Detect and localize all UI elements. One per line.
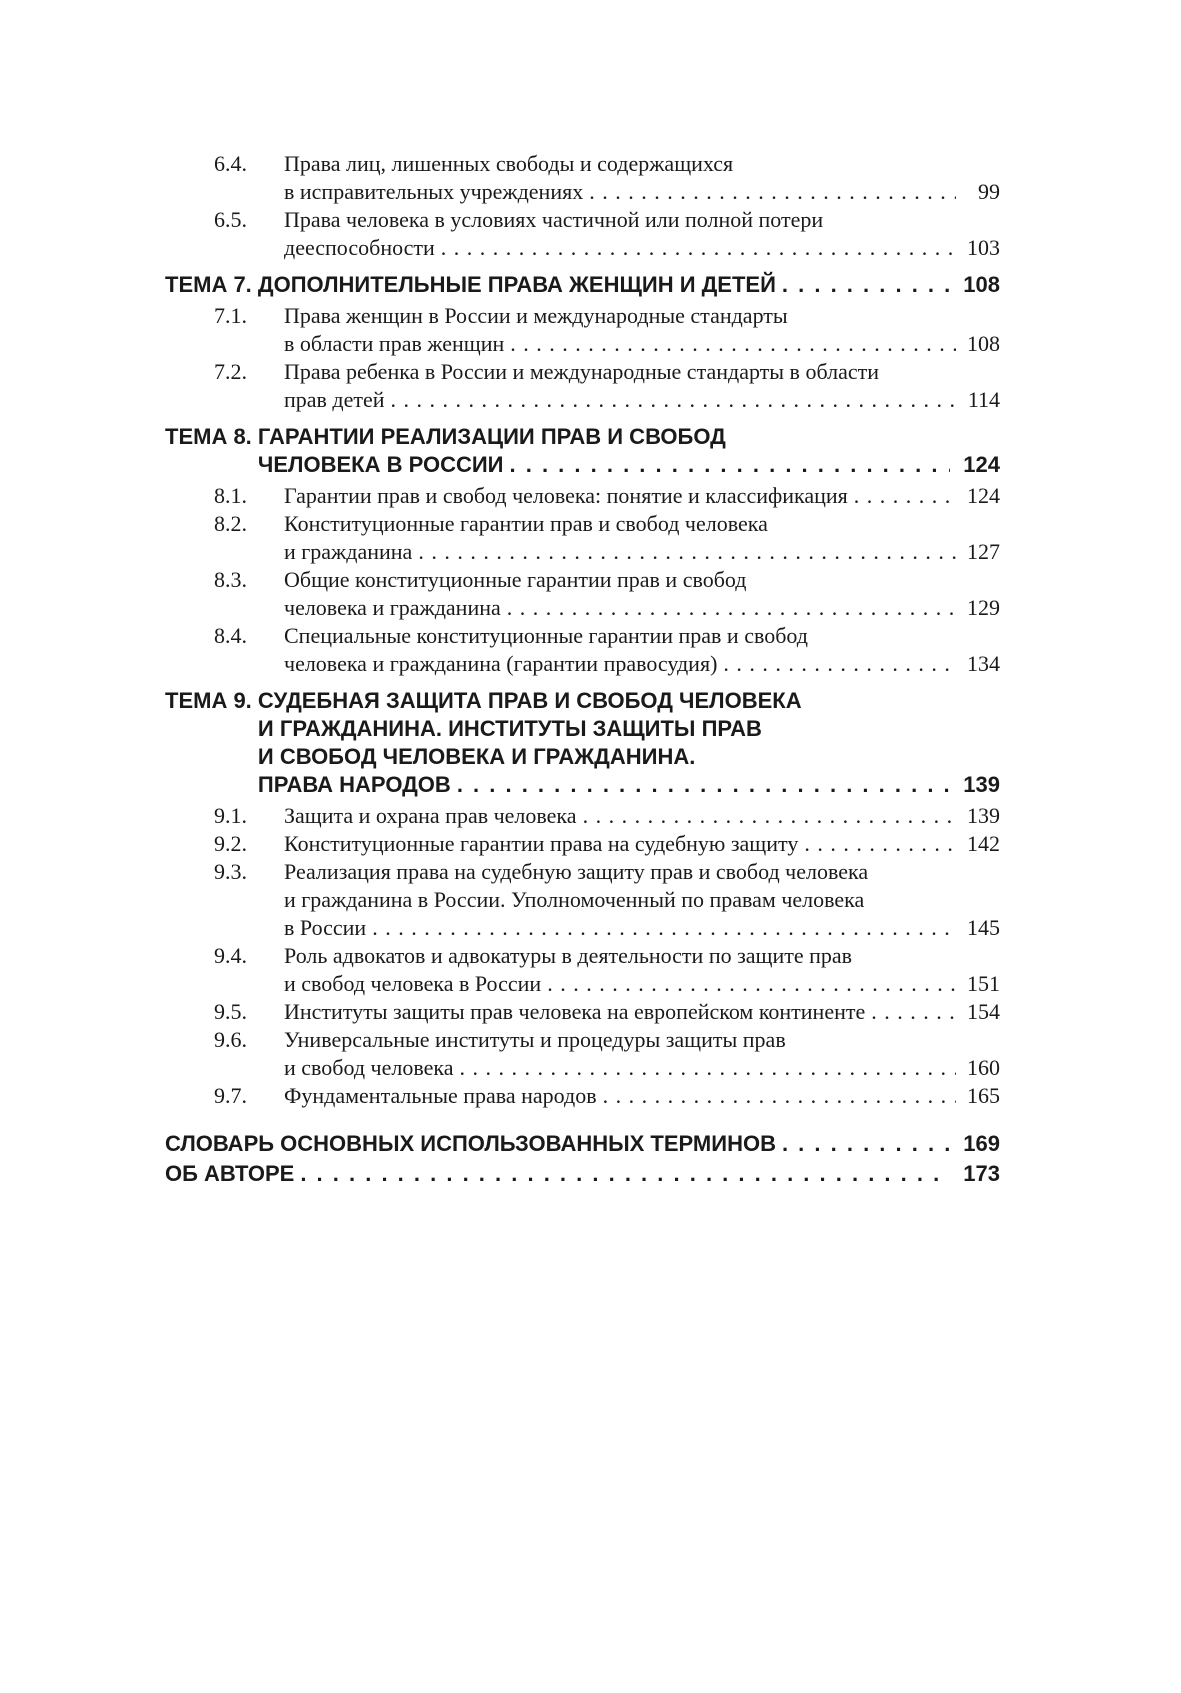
entry-number: 8.2. [214,511,247,536]
chapter-label: ТЕМА 8. [165,424,252,449]
entry-number: 9.2. [214,831,247,856]
entry-title-line: и гражданина в России. Уполномоченный по правам человека [284,887,865,912]
toc-entry-9-7[interactable] [165,1082,1000,1110]
entry-title-line: Права лиц, лишенных свободы и содержащихся [284,151,734,176]
dot-leader [391,386,956,414]
entry-title-line: в России [284,915,367,940]
toc-chapter-8[interactable] [165,423,1000,479]
dot-leader [507,594,956,622]
entry-number: 8.3. [214,567,247,592]
chapter-label: ТЕМА 7. [165,272,252,297]
dot-leader [441,234,956,262]
page-number: 124 [963,452,1000,477]
entry-number: 9.7. [214,1083,247,1108]
entry-title-line: и гражданина [284,539,413,564]
entry-number: 6.4. [214,151,247,176]
entry-title-line: Защита и охрана прав человека [284,803,577,828]
page-number: 108 [963,272,1000,297]
entry-title-line: Роль адвокатов и адвокатуры в деятельности по защите прав [284,943,853,968]
entry-number: 9.1. [214,803,247,828]
entry-title-line: дееспособности [284,235,435,260]
toc-glossary[interactable] [165,1130,1000,1158]
entry-number: 8.4. [214,623,247,648]
dot-leader [871,998,956,1026]
toc-entry-9-5[interactable] [165,998,1000,1026]
page-number: 108 [967,331,1000,356]
toc-entry-9-3[interactable] [165,858,1000,942]
entry-title-line: в исправительных учреждениях [284,179,584,204]
table-of-contents [165,150,1000,1188]
entry-title-line: Фундаментальные права народов [284,1083,597,1108]
toc-entry-6-5[interactable] [165,206,1000,262]
chapter-title-line: И ГРАЖДАНИНА. ИНСТИТУТЫ ЗАЩИТЫ ПРАВ [257,716,762,741]
dot-leader [804,830,956,858]
dot-leader [723,650,956,678]
page-number: 134 [967,651,1000,676]
entry-number: 7.2. [214,359,247,384]
entry-title-line: Права ребенка в России и международные стандарты в области [284,359,879,384]
entry-title-line: Конституционные гарантии права на судебную защиту [284,831,799,856]
page-number: 99 [978,179,1000,204]
entry-number: 9.3. [214,859,247,884]
page-number: 129 [967,595,1000,620]
dot-leader [603,1082,956,1110]
entry-title-line: Конституционные гарантии прав и свобод человека [284,511,768,536]
page-number: 139 [963,772,1000,797]
entry-title-line: Универсальные институты и процедуры защиты прав [284,1027,786,1052]
entry-number: 9.5. [214,999,247,1024]
entry-title-line: и свобод человека [284,1055,454,1080]
dot-leader [782,271,950,299]
chapter-title-line: ДОПОЛНИТЕЛЬНЫЕ ПРАВА ЖЕНЩИН И ДЕТЕЙ [257,272,776,297]
dot-leader [418,538,956,566]
dot-leader [589,178,956,206]
entry-number: 6.5. [214,207,247,232]
page-number: 114 [967,387,1000,412]
dot-leader [782,1130,950,1158]
toc-about-author[interactable] [165,1160,1000,1188]
page-number: 151 [967,971,1000,996]
page-number: 124 [967,483,1000,508]
toc-entry-8-2[interactable] [165,510,1000,566]
toc-chapter-9[interactable] [165,687,1000,799]
page-number: 169 [963,1131,1000,1156]
toc-entry-9-4[interactable] [165,942,1000,998]
page-number: 154 [967,999,1000,1024]
page-number: 165 [967,1083,1000,1108]
entry-title-line: Реализация права на судебную защиту прав и свобод человека [284,859,869,884]
chapter-title-line: ОБ АВТОРЕ [165,1161,295,1186]
toc-entry-6-4[interactable] [165,150,1000,206]
chapter-title-line: ЧЕЛОВЕКА В РОССИИ [257,452,504,477]
chapter-title-line: СУДЕБНАЯ ЗАЩИТА ПРАВ И СВОБОД ЧЕЛОВЕКА [257,688,802,713]
entry-title-line: Общие конституционные гарантии прав и свобод [284,567,747,592]
entry-title-line: человека и гражданина [284,595,501,620]
page-number: 173 [963,1161,1000,1186]
chapter-label: ТЕМА 9. [165,688,252,713]
dot-leader [510,451,951,479]
entry-title-line: Гарантии прав и свобод человека: понятие и классификация [284,483,848,508]
toc-entry-7-2[interactable] [165,358,1000,414]
dot-leader [459,1054,956,1082]
dot-leader [547,970,956,998]
entry-number: 9.4. [214,943,247,968]
page-number: 145 [967,915,1000,940]
dot-leader [854,482,956,510]
entry-number: 9.6. [214,1027,247,1052]
chapter-title-line: СЛОВАРЬ ОСНОВНЫХ ИСПОЛЬЗОВАННЫХ ТЕРМИНОВ [165,1131,776,1156]
entry-title-line: и свобод человека в России [284,971,542,996]
entry-number: 8.1. [214,483,247,508]
entry-title-line: Права человека в условиях частичной или полной потери [284,207,824,232]
chapter-title-line: ПРАВА НАРОДОВ [257,772,451,797]
dot-leader [457,771,950,799]
toc-entry-8-3[interactable] [165,566,1000,622]
dot-leader [300,1160,950,1188]
entry-title-line: Права женщин в России и международные стандарты [284,303,788,328]
dot-leader [510,330,956,358]
page-number: 127 [967,539,1000,564]
toc-entry-7-1[interactable] [165,302,1000,358]
chapter-title-line: ГАРАНТИИ РЕАЛИЗАЦИИ ПРАВ И СВОБОД [257,424,726,449]
toc-entry-8-1[interactable] [165,482,1000,510]
dot-leader [583,802,956,830]
entry-title-line: человека и гражданина (гарантии правосудия) [284,651,718,676]
entry-title-line: Специальные конституционные гарантии прав и свобод [284,623,808,648]
toc-entry-9-2[interactable] [165,830,1000,858]
chapter-title-line: И СВОБОД ЧЕЛОВЕКА И ГРАЖДАНИНА. [257,744,696,769]
entry-title-line: в области прав женщин [284,331,505,356]
page-number: 160 [967,1055,1000,1080]
page-number: 142 [967,831,1000,856]
dot-leader [372,914,956,942]
page-number: 103 [967,235,1000,260]
page-number: 139 [967,803,1000,828]
entry-title-line: Институты защиты прав человека на европейском континенте [284,999,866,1024]
toc-entry-8-4[interactable] [165,622,1000,678]
toc-entry-9-1[interactable] [165,802,1000,830]
toc-entry-9-6[interactable] [165,1026,1000,1082]
toc-chapter-7[interactable] [165,271,1000,299]
entry-title-line: прав детей [284,387,385,412]
entry-number: 7.1. [214,303,247,328]
